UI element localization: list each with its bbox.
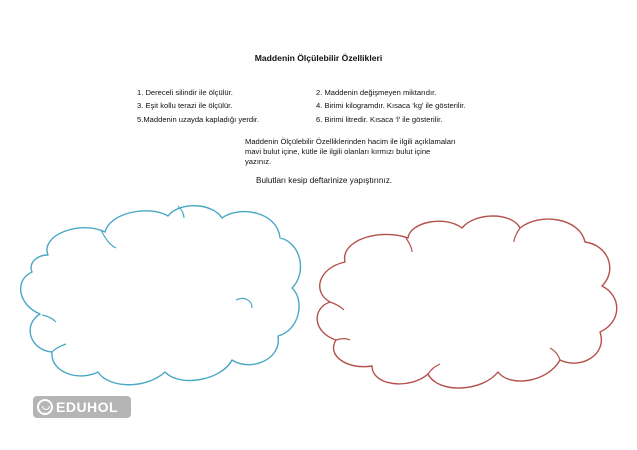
- red-cloud-inner-arcs: [330, 228, 560, 374]
- page-title: Maddenin Ölçülebilir Özellikleri: [254, 53, 383, 63]
- list-item: 4. Birimi kilogramdır. Kısaca ‘kg’ ile gösterilir.: [316, 101, 466, 110]
- list-item: 3. Eşit kollu terazi ile ölçülür.: [137, 101, 233, 110]
- list-item: 5.Maddenin uzayda kapladığı yerdir.: [137, 115, 260, 124]
- list-item: 2. Maddenin değişmeyen miktarıdır.: [316, 88, 437, 97]
- smile-circle-icon: [37, 399, 53, 415]
- cut-out-instruction: Bulutları kesip deftarinize yapıştırınız.: [256, 176, 393, 185]
- red-cloud-outline: [317, 216, 617, 388]
- logo-text: EDUHOL: [56, 399, 119, 415]
- list-item: 6. Birimi litredir. Kısaca ‘l’ ile gösterilir.: [316, 115, 443, 124]
- list-item: 1. Dereceli silindir ile ölçülür.: [137, 88, 233, 97]
- instruction-line: yazınız.: [245, 157, 272, 166]
- eduhol-logo: [33, 396, 131, 418]
- instruction-line: mavi bulut içine, kütle ile ilgili olanları kırmızı bulut içine: [245, 147, 431, 156]
- instruction-line: Maddenin Ölçülebilir Özelliklerinden hacim ile ilgili açıklamaları: [245, 137, 456, 146]
